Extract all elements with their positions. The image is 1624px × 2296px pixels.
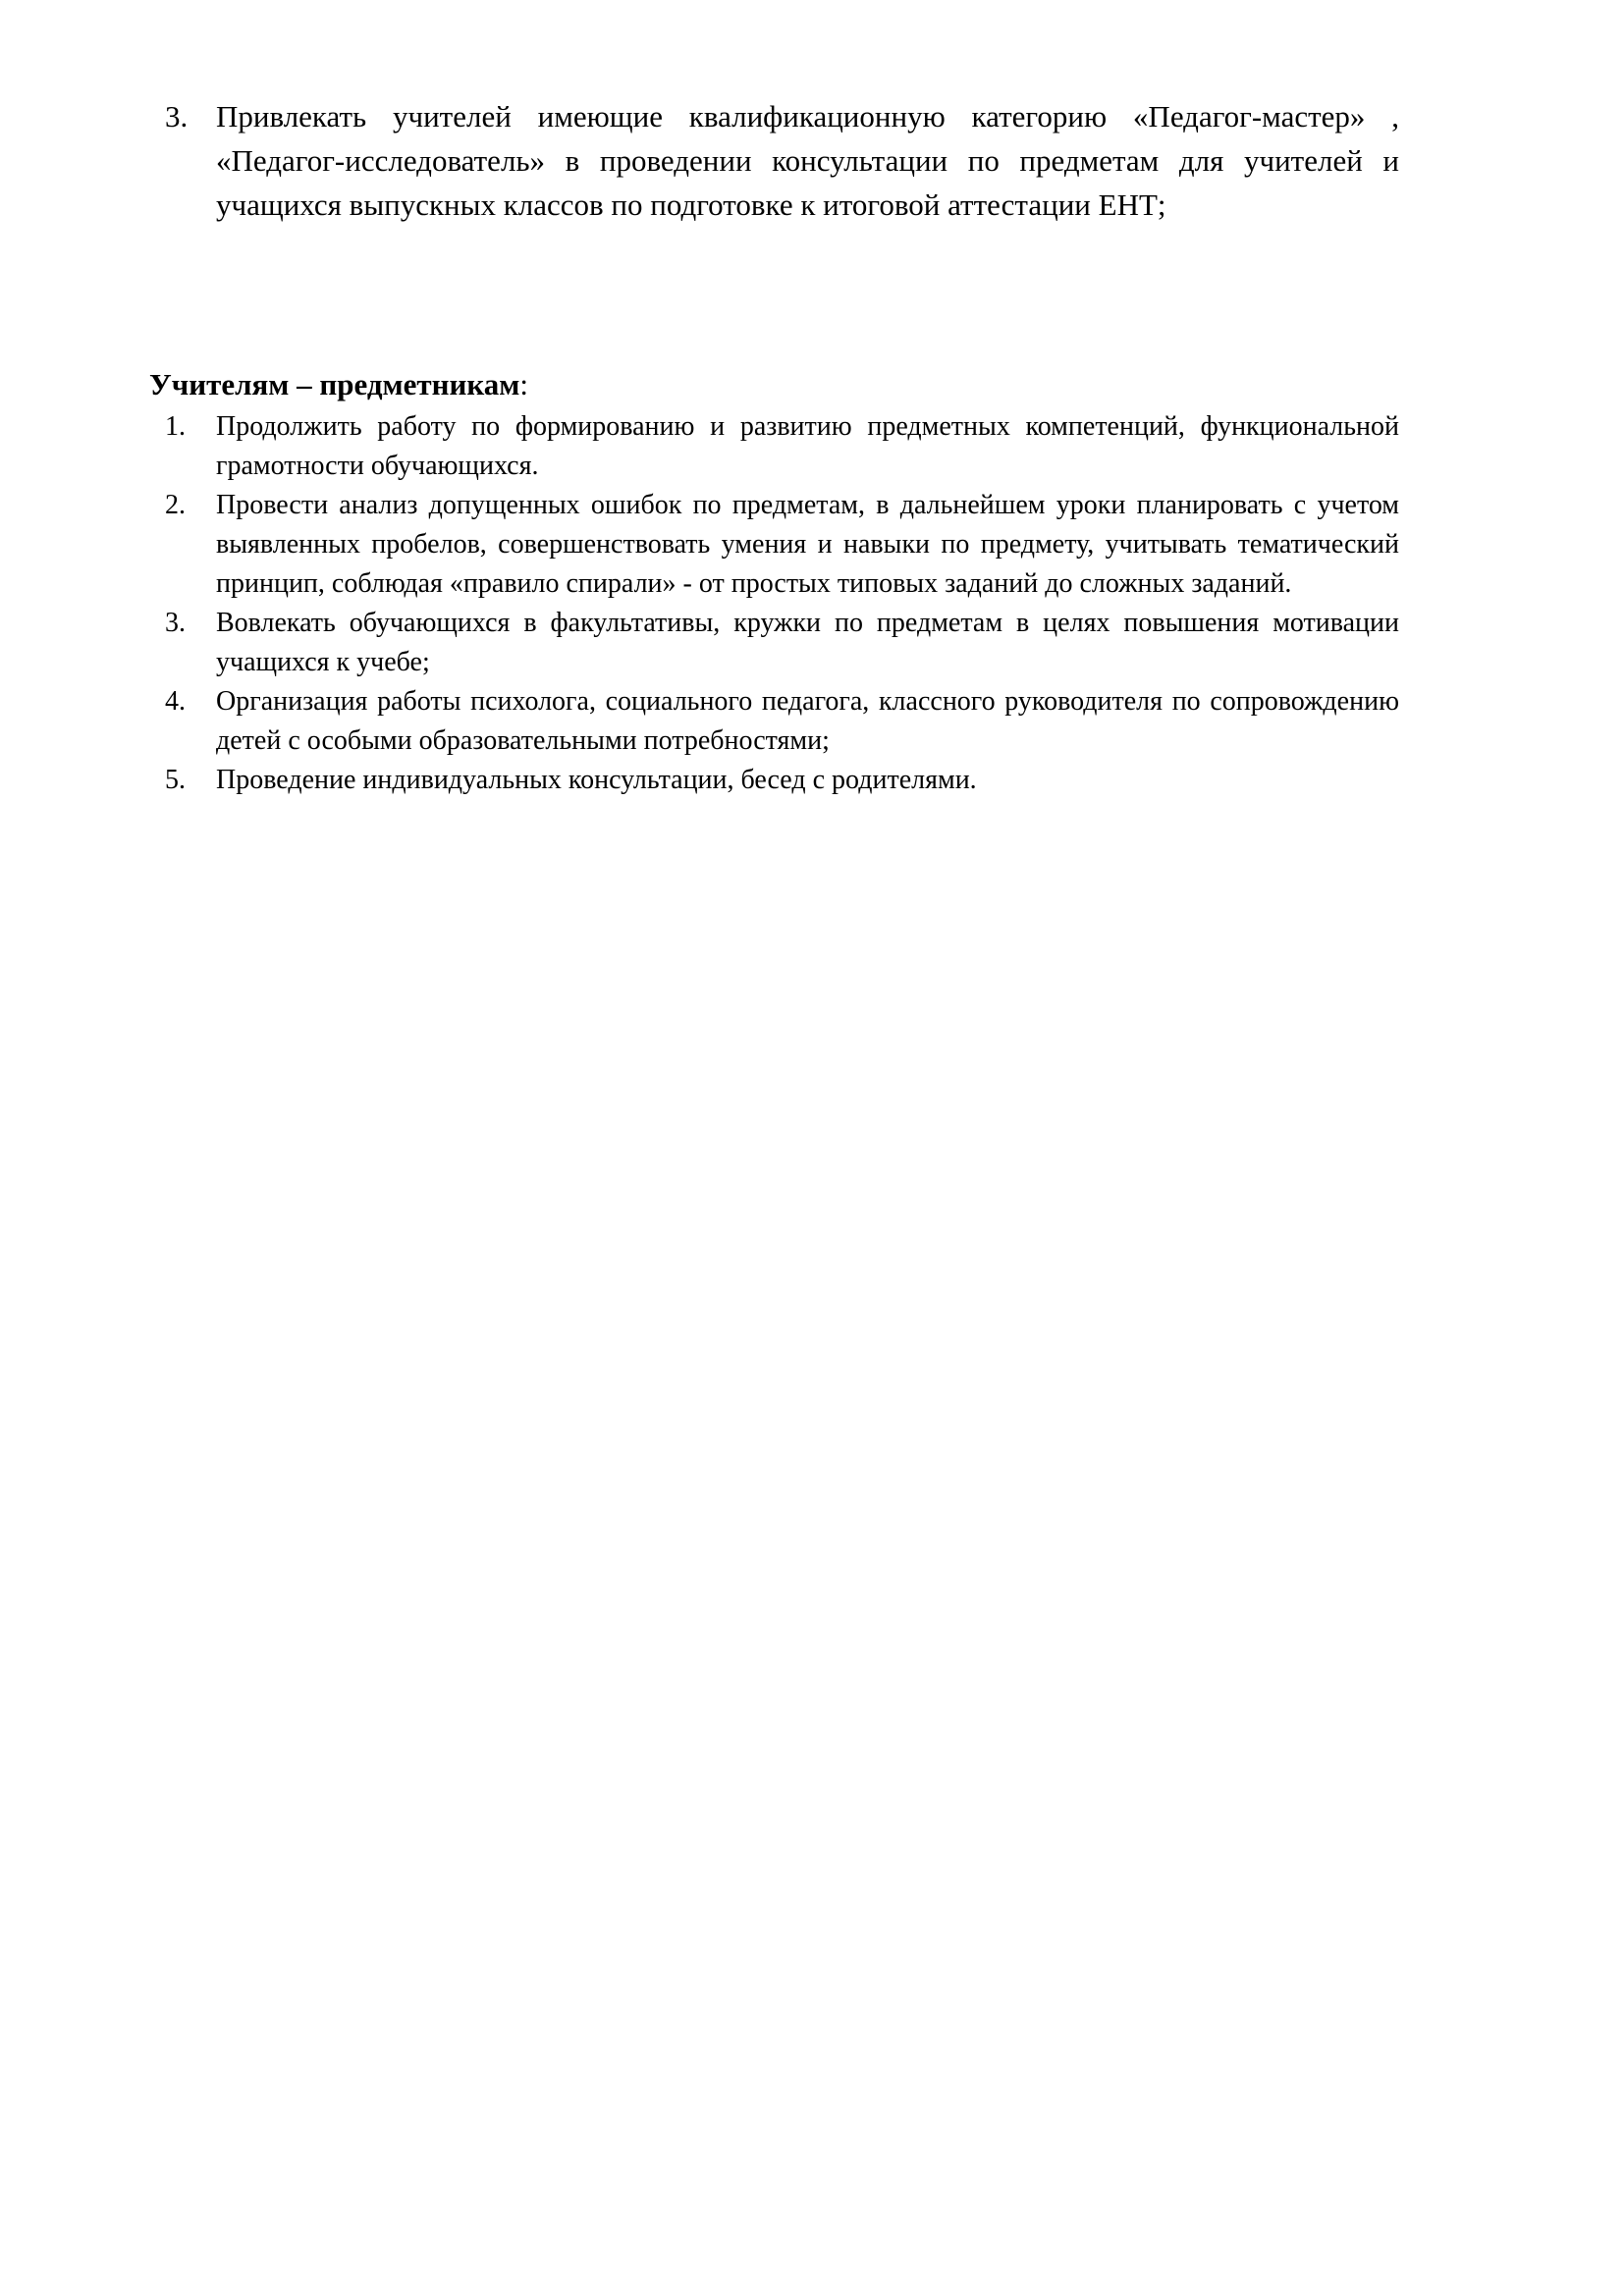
list-item-number: 3. (165, 608, 186, 638)
list-item (0, 94, 1624, 227)
list-item (0, 486, 1624, 604)
list-item-text: Привлекать учителей имеющие квалификационную категорию «Педагог-мастер» , «Педагог-исследователь» в проведении консультации по предметам для учителей и учащихся выпускных классов по подготовке к итоговой аттестации ЕНТ; (216, 99, 1399, 222)
list-item-number: 2. (165, 490, 186, 520)
list-item-number: 4. (165, 686, 186, 717)
section-heading-colon: : (519, 367, 528, 401)
list-item-number: 3. (165, 99, 189, 133)
list-item (0, 682, 1624, 761)
teachers-recommendations-list (0, 407, 1624, 800)
list-item-text: Проведение индивидуальных консультации, бесед с родителями. (216, 765, 977, 795)
list-item (0, 604, 1624, 682)
list-item (0, 407, 1624, 486)
list-item-text: Вовлекать обучающихся в факультативы, кружки по предметам в целях повышения мотивации учащихся к учебе; (216, 608, 1399, 677)
list-item-text: Провести анализ допущенных ошибок по предметам, в дальнейшем уроки планировать с учетом выявленных пробелов, совершенствовать умения и навыки по предмету, учитывать тематический принцип, соблюдая «правило спирали» - от простых типовых заданий до сложных заданий. (216, 490, 1399, 599)
section-heading (149, 365, 528, 404)
list-item (0, 761, 1624, 800)
list-item-number: 1. (165, 411, 186, 442)
section-heading-title: Учителям – предметникам (149, 367, 520, 401)
list-item-text: Организация работы психолога, социального педагога, классного руководителя по сопровождению детей с особыми образовательными потребностями; (216, 686, 1399, 756)
recommendations-list-continued (0, 94, 1624, 227)
list-item-text: Продолжить работу по формированию и развитию предметных компетенций, функциональной грамотности обучающихся. (216, 411, 1399, 481)
list-item-number: 5. (165, 765, 186, 795)
